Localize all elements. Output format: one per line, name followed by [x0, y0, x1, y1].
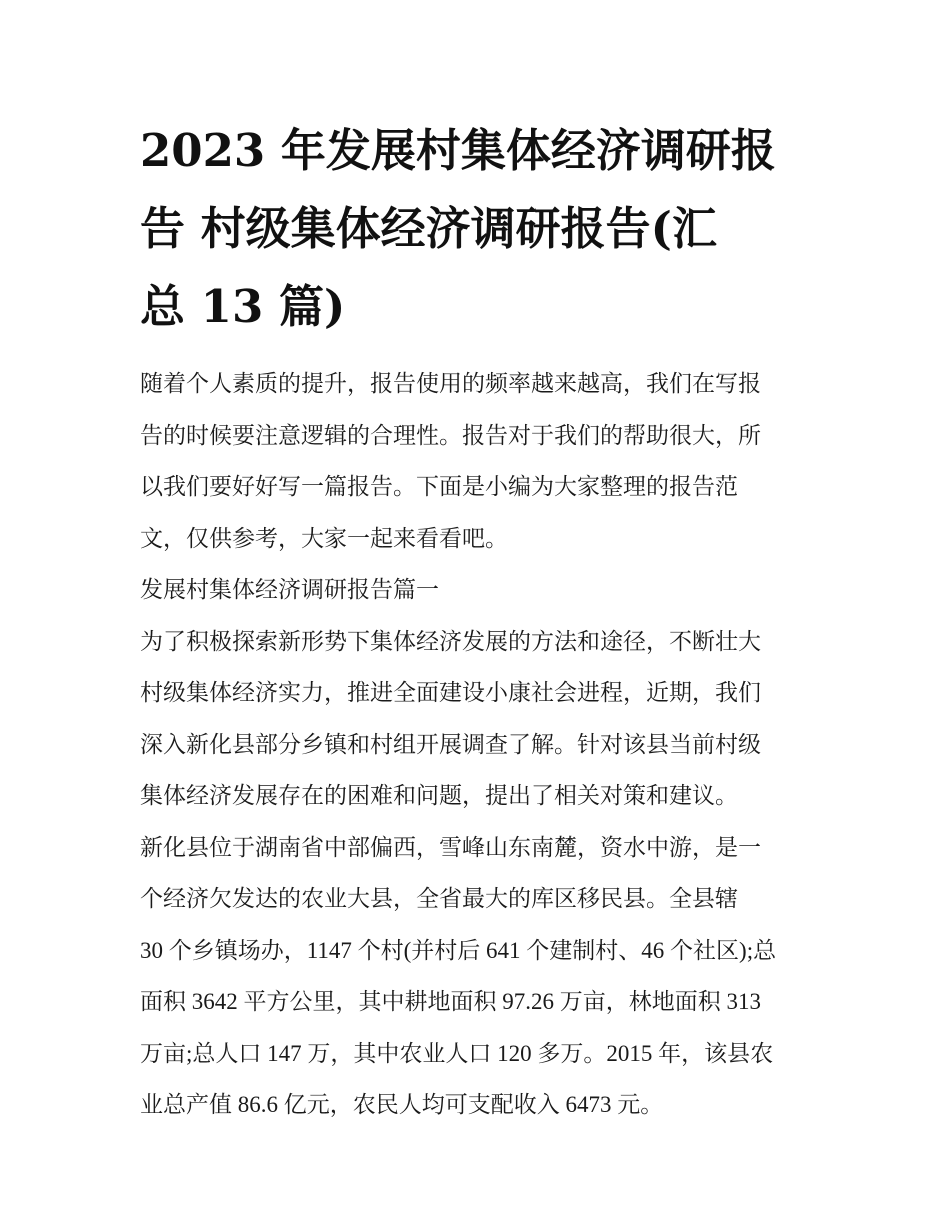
text-line: 深入新化县部分乡镇和村组开展调查了解。针对该县当前村级: [140, 731, 761, 757]
text-line: 以我们要好好写一篇报告。下面是小编为大家整理的报告范: [140, 474, 738, 499]
text-line: 个经济欠发达的农业大县，全省最大的库区移民县。全县辖: [140, 886, 738, 911]
text-line: 面积 3642 平方公里，其中耕地面积 97.26 万亩，林地面积 313: [140, 989, 761, 1014]
title-line: 总 13 篇): [140, 280, 346, 333]
text-line: 为了积极探索新形势下集体经济发展的方法和途径，不断壮大: [140, 628, 761, 654]
text-line: 文，仅供参考，大家一起来看看吧。: [140, 525, 508, 551]
title-line: 告 村级集体经济调研报告(汇: [140, 202, 717, 255]
title-line: 2023 年发展村集体经济调研报: [140, 124, 776, 177]
text-line: 新化县位于湖南省中部偏西，雪峰山东南麓，资水中游，是一: [140, 834, 761, 860]
document-title: [140, 112, 820, 346]
text-line: 告的时候要注意逻辑的合理性。报告对于我们的帮助很大，所: [140, 422, 761, 448]
document-content: [140, 112, 820, 1131]
document-body: [140, 358, 820, 1131]
text-line: 集体经济发展存在的困难和问题，提出了相关对策和建议。: [140, 783, 738, 808]
text-line: 30 个乡镇场办，1147 个村(并村后 641 个建制村、46 个社区);总: [140, 937, 777, 963]
text-line: 业总产值 86.6 亿元，农民人均可支配收入 6473 元。: [140, 1092, 664, 1117]
section-heading: 发展村集体经济调研报告篇一: [140, 577, 439, 602]
text-line: 万亩;总人口 147 万，其中农业人口 120 多万。2015 年，该县农: [140, 1040, 774, 1066]
text-line: 村级集体经济实力，推进全面建设小康社会进程，近期，我们: [140, 680, 761, 705]
text-line: 随着个人素质的提升，报告使用的频率越来越高，我们在写报: [140, 371, 761, 396]
